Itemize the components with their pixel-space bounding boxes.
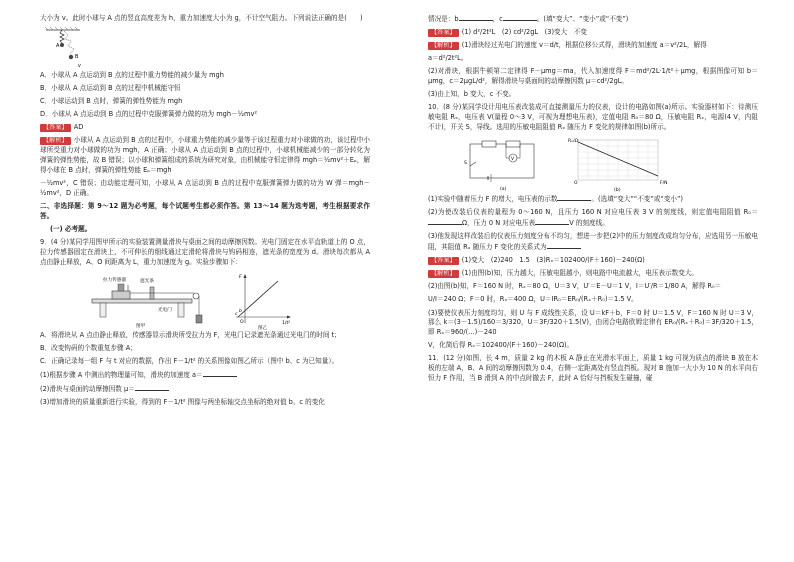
label-v: v [78, 63, 81, 70]
section-title: 二、非选择题：第 9～12 题为必考题，每个试题考生都必须作答。第 13～14 题为选考题，考生根据要求作答。 [40, 202, 370, 221]
q9-analysis [428, 41, 758, 51]
q9-intro: 9．(4 分)某同学用图甲所示的实验装置测量滑块与桌面之间的动摩擦因数。光电门固定在水平直轨道上的 O 点，拉力传感器固定在滑块上，不可伸长的细线通过定滑轮将滑块与钩码相连，遮光条的宽度为 d。滑块每次都从 A 点由静止释放，A、O 间距离为 L，重力加速度为 g。实验步骤如下： [40, 238, 370, 267]
label-sensor: 拉力传感器 [103, 278, 126, 284]
q10-q2-mid: Ω，压力 0 N 对应电压表 [462, 219, 536, 228]
q8-option-d: D．小球从 A 点运动到 B 点的过程中克服弹簧弹力做的功为 mgh－½mv² [40, 110, 257, 119]
q9-continued [428, 14, 758, 25]
q9-analysis-3: (2)对滑块，根据牛顿第二定律得 F－μmg＝ma，代入加速度得 F＝md²/2L·1/t²＋μmg，根据图像可知 b＝μmg，c＝2μgL/d²，解得滑块与桌面间的动摩擦因数 μ＝cd²/2gL。 [428, 67, 758, 86]
q8-option-c: C．小球运动到 B 点时，弹簧的弹性势能为 mgh [40, 97, 183, 106]
answer-tag: 【答案】 [428, 257, 459, 265]
resistor-r0 [506, 141, 520, 147]
q9-question-2 [40, 384, 370, 395]
switch-s [470, 162, 476, 166]
q9-answer-value: (1) d²/2t²L (2) cd²/2gL (3)变大 不变 [461, 28, 587, 37]
q9-step-c: C．正确记录每一组 F 与 t 对应的数据，作出 F－1/t² 的关系图像如图乙所示（图中 b、c 为已知量）。 [40, 357, 339, 366]
origin-o: O [240, 320, 244, 326]
q10-analysis [428, 269, 758, 279]
unit-f: F/N [660, 181, 668, 187]
q8-answer [40, 123, 370, 133]
answer-blank [428, 218, 462, 225]
intercept-c: c [235, 312, 238, 318]
q9-question-3: (3)增加滑块的质量重新进行实验，得到的 F－1/t² 图像与两坐标轴交点坐标的绝对值 b、c 的变化 [40, 398, 325, 407]
q10-q1-hint: 。(选填“变大”“不变”或“变小”) [591, 195, 683, 204]
q10-analysis-1: (1)由图(b)知，压力越大，压敏电阻越小，则电路中电流越大，电压表示数变大。 [461, 269, 699, 278]
analysis-tag: 【解析】 [40, 137, 71, 145]
q9-analysis-2: a＝d²/2t²L。 [428, 54, 468, 63]
q10-question-3 [428, 232, 758, 253]
answer-blank [459, 14, 493, 21]
right-column [428, 14, 758, 387]
answer-blank [535, 218, 569, 225]
q10-analysis-5: V，化简后得 Rₓ＝102400/(F＋160)－240(Ω)。 [428, 341, 574, 350]
q10-analysis-2: (2)由图(b)知，F＝160 N 时，Rₓ＝80 Ω，U＝3 V，U′＝E－U＝1 V，I＝U′/R＝1/80 A，解得 R₀＝ [428, 282, 722, 291]
q10-question-1 [428, 194, 758, 205]
q11-intro: 11．(12 分)如图，长 4 m，质量 2 kg 的木板 A 静止在光滑水平面上，质量 1 kg 可视为质点的滑块 B 放在木板的左端 A，B、A 间的动摩擦因数为 0.4，右侧一定距离处有竖直挡板。现对 B 施加一大小为 10 N 的水平向右恒力 F 作用，当 B 滑到 A 的中点时撤去 F，此时 A 恰好与挡板发生碰撞，碰 [428, 354, 758, 383]
answer-blank [503, 14, 537, 21]
q8-analysis-text-2: －½mv²，C 错误；由动能定理可知，小球从 A 点运动到 B 点的过程中克服弹簧弹力做的功为 W 弹＝mgh－½mv²，D 正确。 [40, 179, 370, 198]
label-a: A [56, 43, 60, 50]
q10-q2-end: V 的刻度线。 [569, 219, 609, 228]
q9-figures [40, 271, 370, 331]
answer-blank [203, 370, 237, 377]
q9-step-a: A．将滑块从 A 点由静止释放，传感器显示滑块所受拉力为 F，光电门记录遮光条通过光电门的时间 t； [40, 331, 341, 340]
rx-vs-f-graph [568, 138, 667, 193]
caption-jia: 图甲 [136, 324, 146, 330]
axis-f: F [239, 275, 242, 281]
q10-q3-text: (3)他发现这样改装后的仪表压力刻度分布不均匀，想进一步把(2)中的压力刻度改成均匀分布，应选用另一压敏电阻，其阻值 Rₓ 随压力 F 变化的关系式为 [428, 232, 758, 252]
answer-tag: 【答案】 [428, 29, 459, 37]
force-sensor [118, 284, 124, 291]
label-gate: 光电门 [158, 308, 172, 314]
q10-circuit-and-graph [428, 136, 748, 194]
label-b: B [75, 54, 79, 61]
q9-analysis-1: (1)滑块经过光电门的速度 v＝d/t，根据位移公式得，滑块的加速度 a＝v²/2L，解得 [461, 41, 707, 50]
q10-answer-value: (1)变大 (2)240 1.5 (3)Rₓ＝102400/(F＋160)－240(Ω) [461, 256, 645, 265]
q8-figure [40, 27, 370, 71]
answer-blank [135, 384, 169, 391]
analysis-tag: 【解析】 [428, 270, 459, 278]
q8-option-b: B．小球从 A 点运动到 B 点的过程中机械能守恒 [40, 84, 181, 93]
f-vs-inv-t2-line [238, 281, 278, 317]
axis-inv-t2: 1/t² [282, 321, 291, 327]
answer-tag: 【答案】 [40, 124, 71, 132]
svg-text:S: S [464, 161, 467, 167]
q9-step-b: B．改变钩码的个数重复步骤 A； [40, 344, 137, 353]
q8-analysis [40, 136, 370, 176]
ball-a [60, 43, 64, 47]
q9-cont-mid: ，c [492, 15, 503, 23]
spring-pendulum-diagram [40, 27, 100, 71]
sub-section-title: (一) 必考题。 [50, 225, 92, 234]
intercept-b: b [239, 309, 242, 315]
q8-analysis-text-1: 小球从 A 点运动到 B 点的过程中，小球重力势能的减少量等于该过程重力对小球做的功，该过程中小球所受重力对小球做的功为 mgh，A 正确；小球从 A 点运动到 B 点的过程中，小球机械能减少的一部分转化为弹簧的弹性势能，故 B 错误；以小球和弹簧组成的系统为研究对象，由机械能守恒定律得 mgh＝½mv²＋Eₚ，解得小球在 B 点时，弹簧的弹性势能 Eₚ＝mgh [40, 136, 370, 175]
q9-cont-end: 。(填“变大”、“变小”或“不变”) [536, 15, 629, 23]
q9-analysis-4: (3)由上知，b 变大，c 不变。 [428, 90, 516, 99]
unit-rx: Rₓ/Ω [568, 139, 579, 145]
q9-apparatus-and-graph [40, 271, 360, 331]
q10-question-2 [428, 208, 758, 229]
q10-q1-text: (1)实验中随着压力 F 的增大，电压表的示数 [428, 195, 558, 204]
caption-yi: 图乙 [258, 326, 268, 332]
caption-b: (b) [614, 188, 621, 194]
resistor-rx [482, 141, 496, 147]
q8-option-a: A．小球从 A 点运动到 B 点的过程中重力势能的减少量为 mgh [40, 71, 224, 80]
left-column [40, 14, 370, 412]
q9-answer [428, 28, 758, 38]
analysis-tag: 【解析】 [428, 42, 459, 50]
q9-cont-text: 情况是：b [428, 15, 459, 23]
q10-analysis-3: U/I＝240 Ω；F＝0 时，Rₓ＝400 Ω，U＝IR₀＝ER₀/(Rₓ＋R₀)＝1.5 V。 [428, 295, 638, 304]
q10-answer [428, 256, 758, 266]
label-strip: 遮光条 [140, 279, 154, 285]
answer-blank [557, 194, 591, 201]
q9-question-1-text: (1)根据步骤 A 中测出的物理量可知，滑块的加速度 a＝ [40, 371, 203, 380]
svg-text:V: V [511, 157, 515, 163]
slider-block [112, 291, 130, 299]
origin-o: O [574, 181, 578, 187]
q10-analysis-4: (3)要使仪表压力刻度均匀，则 U 与 F 成线性关系，设 U＝kF＋b，F＝0 时 U＝1.5 V，F＝160 N 时 U＝3 V，那么 k＝(3－1.5)/160＝3/320，U＝3F/320＋1.5(V)，由闭合电路欧姆定律有 ER₀/(Rₓ＋R₀)＝3F/320＋1.5，即 Rₓ＝960/(…)－240 [428, 308, 758, 337]
q9-question-1 [40, 370, 370, 381]
ball-b [69, 55, 73, 59]
q10-q2-text: (2)为使改装后仪表的量程为 0～160 N，且压力 160 N 对应电压表 3 V 的刻度线，则定值电阻阻值 R₀＝ [428, 208, 758, 217]
hook-weight [196, 315, 202, 323]
q10-figures [428, 136, 758, 194]
q9-question-2-text: (2)滑块与桌面的动摩擦因数 μ＝ [40, 385, 135, 394]
caption-a: (a) [500, 187, 507, 193]
q10-intro: 10．(8 分)某同学设计用电压表改装成可直接测量压力的仪表，设计的电路如图(a)所示。实验器材如下：待测压敏电阻 Rₓ，电压表 V(量程 0～3 V，可视为理想电压表)，定值电阻 R₀＝80 Ω，压敏电阻 Rₓ，电源(4 V，内阻不计)，开关 S，导线。选用的压敏电阻阻值 Rₓ 随压力 F 变化的规律如图(b)所示。 [428, 103, 758, 132]
q8-answer-value: AD [73, 123, 84, 132]
answer-blank [547, 242, 581, 249]
q8-intro: 大小为 v。此时小球与 A 点的竖直高度差为 h，重力加速度大小为 g，不计空气阻力。下列说法正确的是( ) [40, 14, 363, 22]
